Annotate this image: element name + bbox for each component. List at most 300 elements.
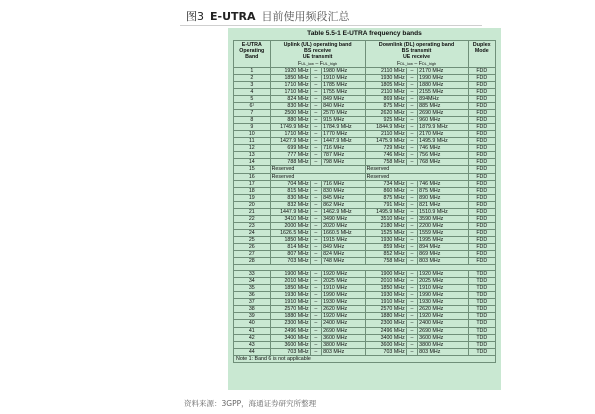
band-cell: 39 bbox=[234, 313, 271, 320]
table-row bbox=[234, 81, 496, 88]
band-cell: 8 bbox=[234, 117, 271, 124]
uplink-high-cell: 1660.5 MHz bbox=[322, 229, 366, 236]
duplex-mode-cell: FDD bbox=[468, 243, 495, 250]
downlink-high-cell: 821 MHz bbox=[418, 201, 468, 208]
downlink-low-cell: 860 MHz bbox=[365, 187, 406, 194]
uplink-low-cell: 703 MHz bbox=[270, 258, 310, 265]
table-row bbox=[234, 88, 496, 95]
downlink-high-cell: 1920 MHz bbox=[418, 313, 468, 320]
band-cell: 25 bbox=[234, 236, 271, 243]
duplex-mode-cell: TDD bbox=[468, 327, 495, 334]
uplink-high-cell: 849 MHz bbox=[322, 243, 366, 250]
downlink-high-cell: 2400 MHz bbox=[418, 320, 468, 327]
header-band-line: Band bbox=[245, 54, 259, 61]
uplink-dash-cell: – bbox=[310, 271, 321, 278]
header-downlink-line: BS transmit bbox=[401, 48, 432, 55]
duplex-mode-cell: FDD bbox=[468, 187, 495, 194]
uplink-dash-cell: – bbox=[310, 229, 321, 236]
duplex-mode-cell: FDD bbox=[468, 258, 495, 265]
downlink-low-cell: 3510 MHz bbox=[365, 215, 406, 222]
downlink-low-cell: 758 MHz bbox=[365, 159, 406, 166]
downlink-low-cell: 1495.9 MHz bbox=[365, 208, 406, 215]
downlink-f-high-sub: DL_high bbox=[421, 61, 437, 66]
band-cell: 13 bbox=[234, 152, 271, 159]
table-row bbox=[234, 74, 496, 81]
uplink-high-cell: 1920 MHz bbox=[322, 313, 366, 320]
downlink-dash-cell: – bbox=[406, 271, 417, 278]
downlink-low-cell: 1910 MHz bbox=[365, 299, 406, 306]
uplink-reserved-cell: Reserved bbox=[270, 166, 365, 173]
uplink-low-cell: 880 MHz bbox=[270, 117, 310, 124]
downlink-high-cell: 746 MHz bbox=[418, 180, 468, 187]
uplink-low-cell: 807 MHz bbox=[270, 251, 310, 258]
uplink-dash-cell: – bbox=[310, 124, 321, 131]
downlink-high-cell: 890 MHz bbox=[418, 194, 468, 201]
band-cell: 18 bbox=[234, 187, 271, 194]
table-row bbox=[234, 348, 496, 355]
uplink-low-cell: 2000 MHz bbox=[270, 222, 310, 229]
source-note: 资料来源：3GPP，海通证券研究所整理 bbox=[184, 399, 317, 408]
downlink-low-cell: 703 MHz bbox=[365, 348, 406, 355]
table-row bbox=[234, 208, 496, 215]
downlink-high-cell: 2025 MHz bbox=[418, 278, 468, 285]
downlink-f-high: – F bbox=[412, 60, 422, 67]
downlink-dash-cell: – bbox=[406, 194, 417, 201]
downlink-dash-cell: – bbox=[406, 110, 417, 117]
caption-divider bbox=[180, 25, 482, 26]
uplink-high-cell: 1784.9 MHz bbox=[322, 124, 366, 131]
downlink-low-cell: 875 MHz bbox=[365, 103, 406, 110]
uplink-dash-cell: – bbox=[310, 327, 321, 334]
header-uplink bbox=[270, 41, 365, 68]
table-row bbox=[234, 187, 496, 194]
downlink-low-cell: 1850 MHz bbox=[365, 285, 406, 292]
uplink-dash-cell: – bbox=[310, 306, 321, 313]
table-note: Note 1: Band 6 is not applicable bbox=[234, 355, 496, 362]
downlink-reserved-cell: Reserved bbox=[365, 166, 468, 173]
downlink-f-low: F bbox=[396, 60, 401, 67]
uplink-low-cell: 1710 MHz bbox=[270, 88, 310, 95]
table-row bbox=[234, 215, 496, 222]
band-cell: 26 bbox=[234, 243, 271, 250]
duplex-mode-cell: FDD bbox=[468, 159, 495, 166]
table-row bbox=[234, 306, 496, 313]
downlink-low-cell: 869 MHz bbox=[365, 96, 406, 103]
downlink-high-cell: 894MHz bbox=[418, 96, 468, 103]
uplink-dash-cell: – bbox=[310, 74, 321, 81]
downlink-dash-cell: – bbox=[406, 285, 417, 292]
uplink-reserved-cell: Reserved bbox=[270, 173, 365, 180]
uplink-dash-cell: – bbox=[310, 320, 321, 327]
uplink-low-cell: 2570 MHz bbox=[270, 306, 310, 313]
band-cell: 42 bbox=[234, 334, 271, 341]
uplink-high-cell: 862 MHz bbox=[322, 201, 366, 208]
uplink-dash-cell: – bbox=[310, 258, 321, 265]
table-row bbox=[234, 124, 496, 131]
downlink-low-cell: 734 MHz bbox=[365, 180, 406, 187]
downlink-dash-cell: – bbox=[406, 215, 417, 222]
uplink-low-cell: 1850 MHz bbox=[270, 236, 310, 243]
uplink-low-cell: 703 MHz bbox=[270, 348, 310, 355]
duplex-mode-cell: FDD bbox=[468, 229, 495, 236]
uplink-dash-cell: – bbox=[310, 88, 321, 95]
downlink-dash-cell: – bbox=[406, 145, 417, 152]
header-uplink-range bbox=[271, 61, 365, 67]
uplink-low-cell: 1850 MHz bbox=[270, 285, 310, 292]
uplink-dash-cell: – bbox=[310, 138, 321, 145]
downlink-high-cell: 746 MHz bbox=[418, 145, 468, 152]
downlink-low-cell: 2010 MHz bbox=[365, 278, 406, 285]
uplink-dash-cell: – bbox=[310, 251, 321, 258]
downlink-high-cell: 894 MHz bbox=[418, 243, 468, 250]
downlink-high-cell: 768 MHz bbox=[418, 159, 468, 166]
uplink-low-cell: 830 MHz bbox=[270, 194, 310, 201]
uplink-dash-cell: – bbox=[310, 103, 321, 110]
downlink-high-cell: 1930 MHz bbox=[418, 299, 468, 306]
band-cell: 28 bbox=[234, 258, 271, 265]
header-downlink-line: Downlink (DL) operating band bbox=[378, 42, 455, 48]
uplink-low-cell: 777 MHz bbox=[270, 152, 310, 159]
downlink-high-cell: 885 MHz bbox=[418, 103, 468, 110]
duplex-mode-cell: FDD bbox=[468, 194, 495, 201]
table-row bbox=[234, 292, 496, 299]
uplink-dash-cell: – bbox=[310, 292, 321, 299]
uplink-f-high: – F bbox=[313, 60, 324, 67]
uplink-low-cell: 1880 MHz bbox=[270, 313, 310, 320]
table-row bbox=[234, 145, 496, 152]
band-cell: 12 bbox=[234, 145, 271, 152]
band-cell: 14 bbox=[234, 159, 271, 166]
downlink-dash-cell: – bbox=[406, 96, 417, 103]
downlink-dash-cell: – bbox=[406, 334, 417, 341]
uplink-dash-cell: – bbox=[310, 145, 321, 152]
uplink-dash-cell: – bbox=[310, 159, 321, 166]
downlink-high-cell: 1559 MHz bbox=[418, 229, 468, 236]
downlink-dash-cell: – bbox=[406, 67, 417, 74]
uplink-low-cell: 699 MHz bbox=[270, 145, 310, 152]
uplink-low-cell: 1626.5 MHz bbox=[270, 229, 310, 236]
duplex-mode-cell: TDD bbox=[468, 292, 495, 299]
duplex-mode-cell: FDD bbox=[468, 74, 495, 81]
duplex-mode-cell: FDD bbox=[468, 208, 495, 215]
uplink-high-cell: 1910 MHz bbox=[322, 74, 366, 81]
downlink-high-cell: 803 MHz bbox=[418, 258, 468, 265]
uplink-dash-cell: – bbox=[310, 96, 321, 103]
band-cell: 15 bbox=[234, 166, 271, 173]
downlink-dash-cell: – bbox=[406, 180, 417, 187]
band-cell: 44 bbox=[234, 348, 271, 355]
band-cell: 33 bbox=[234, 271, 271, 278]
band-cell: 10 bbox=[234, 131, 271, 138]
uplink-high-cell: 1770 MHz bbox=[322, 131, 366, 138]
downlink-dash-cell: – bbox=[406, 117, 417, 124]
table-header-row bbox=[234, 41, 496, 68]
uplink-low-cell: 788 MHz bbox=[270, 159, 310, 166]
uplink-low-cell: 1850 MHz bbox=[270, 74, 310, 81]
band-cell: 17 bbox=[234, 180, 271, 187]
uplink-low-cell: 1710 MHz bbox=[270, 131, 310, 138]
downlink-dash-cell: – bbox=[406, 208, 417, 215]
downlink-low-cell: 758 MHz bbox=[365, 258, 406, 265]
duplex-mode-cell: TDD bbox=[468, 348, 495, 355]
band-cell: 21 bbox=[234, 208, 271, 215]
duplex-mode-cell: FDD bbox=[468, 96, 495, 103]
header-band-line: E-UTRA bbox=[241, 42, 262, 48]
uplink-dash-cell: – bbox=[310, 243, 321, 250]
uplink-dash-cell: – bbox=[310, 180, 321, 187]
table-row bbox=[234, 194, 496, 201]
uplink-dash-cell: – bbox=[310, 341, 321, 348]
duplex-mode-cell: FDD bbox=[468, 251, 495, 258]
uplink-high-cell: 3800 MHz bbox=[322, 341, 366, 348]
downlink-dash-cell: – bbox=[406, 124, 417, 131]
downlink-high-cell: 2170 MHz bbox=[418, 131, 468, 138]
downlink-low-cell: 1844.9 MHz bbox=[365, 124, 406, 131]
downlink-low-cell: 859 MHz bbox=[365, 243, 406, 250]
uplink-low-cell: 2300 MHz bbox=[270, 320, 310, 327]
table-row bbox=[234, 320, 496, 327]
downlink-dash-cell: – bbox=[406, 278, 417, 285]
uplink-high-cell: 1785 MHz bbox=[322, 81, 366, 88]
uplink-high-cell: 748 MHz bbox=[322, 258, 366, 265]
downlink-high-cell: 1879.9 MHz bbox=[418, 124, 468, 131]
uplink-high-cell: 1990 MHz bbox=[322, 292, 366, 299]
uplink-low-cell: 3600 MHz bbox=[270, 341, 310, 348]
duplex-mode-cell: FDD bbox=[468, 138, 495, 145]
downlink-low-cell: 1525 MHz bbox=[365, 229, 406, 236]
table-row bbox=[234, 285, 496, 292]
uplink-high-cell: 716 MHz bbox=[322, 145, 366, 152]
uplink-low-cell: 2010 MHz bbox=[270, 278, 310, 285]
downlink-dash-cell: – bbox=[406, 243, 417, 250]
band-cell: 20 bbox=[234, 201, 271, 208]
downlink-high-cell: 875 MHz bbox=[418, 187, 468, 194]
uplink-low-cell: 1749.9 MHz bbox=[270, 124, 310, 131]
uplink-dash-cell: – bbox=[310, 201, 321, 208]
uplink-dash-cell: – bbox=[310, 222, 321, 229]
uplink-dash-cell: – bbox=[310, 215, 321, 222]
downlink-low-cell: 2110 MHz bbox=[365, 67, 406, 74]
header-band bbox=[234, 41, 271, 68]
table-row bbox=[234, 327, 496, 334]
downlink-high-cell: 3800 MHz bbox=[418, 341, 468, 348]
downlink-dash-cell: – bbox=[406, 251, 417, 258]
duplex-mode-cell: FDD bbox=[468, 222, 495, 229]
uplink-low-cell: 3410 MHz bbox=[270, 215, 310, 222]
band-cell: 41 bbox=[234, 327, 271, 334]
uplink-dash-cell: – bbox=[310, 67, 321, 74]
band-cell: 11 bbox=[234, 138, 271, 145]
uplink-f-high-sub: UL_high bbox=[323, 61, 338, 66]
duplex-mode-cell: FDD bbox=[468, 124, 495, 131]
duplex-mode-cell: FDD bbox=[468, 110, 495, 117]
duplex-mode-cell: FDD bbox=[468, 103, 495, 110]
downlink-low-cell: 875 MHz bbox=[365, 194, 406, 201]
table-row bbox=[234, 229, 496, 236]
downlink-dash-cell: – bbox=[406, 341, 417, 348]
duplex-mode-cell: FDD bbox=[468, 180, 495, 187]
duplex-mode-cell: FDD bbox=[468, 145, 495, 152]
downlink-low-cell: 729 MHz bbox=[365, 145, 406, 152]
uplink-dash-cell: – bbox=[310, 313, 321, 320]
duplex-mode-cell: FDD bbox=[468, 131, 495, 138]
uplink-low-cell: 832 MHz bbox=[270, 201, 310, 208]
table-row bbox=[234, 243, 496, 250]
band-cell: 1 bbox=[234, 67, 271, 74]
uplink-high-cell: 2690 MHz bbox=[322, 327, 366, 334]
uplink-dash-cell: – bbox=[310, 285, 321, 292]
uplink-low-cell: 3400 MHz bbox=[270, 334, 310, 341]
duplex-mode-cell: FDD bbox=[468, 215, 495, 222]
duplex-mode-cell: FDD bbox=[468, 166, 495, 173]
table-row bbox=[234, 67, 496, 74]
uplink-dash-cell: – bbox=[310, 152, 321, 159]
header-downlink-line: UE receive bbox=[402, 54, 431, 61]
uplink-high-cell: 2025 MHz bbox=[322, 278, 366, 285]
band-cell: 7 bbox=[234, 110, 271, 117]
downlink-low-cell: 791 MHz bbox=[365, 201, 406, 208]
uplink-dash-cell: – bbox=[310, 81, 321, 88]
downlink-high-cell: 1510.9 MHz bbox=[418, 208, 468, 215]
table-row bbox=[234, 173, 496, 180]
table-row bbox=[234, 103, 496, 110]
downlink-low-cell: 1930 MHz bbox=[365, 74, 406, 81]
band-cell: 43 bbox=[234, 341, 271, 348]
duplex-mode-cell: FDD bbox=[468, 88, 495, 95]
downlink-low-cell: 2110 MHz bbox=[365, 88, 406, 95]
uplink-high-cell: 1755 MHz bbox=[322, 88, 366, 95]
downlink-high-cell: 1990 MHz bbox=[418, 292, 468, 299]
header-uplink-line: Uplink (UL) operating band bbox=[283, 42, 352, 48]
downlink-high-cell: 3590 MHz bbox=[418, 215, 468, 222]
figure-caption bbox=[186, 8, 350, 24]
uplink-high-cell: 849 MHz bbox=[322, 96, 366, 103]
uplink-dash-cell: – bbox=[310, 208, 321, 215]
uplink-high-cell: 2400 MHz bbox=[322, 320, 366, 327]
header-band-line: Operating bbox=[239, 48, 265, 55]
figure-title-en: E-UTRA bbox=[210, 10, 256, 23]
downlink-low-cell: 2620 MHz bbox=[365, 110, 406, 117]
band-cell: 27 bbox=[234, 251, 271, 258]
table-row bbox=[234, 138, 496, 145]
uplink-low-cell: 1427.9 MHz bbox=[270, 138, 310, 145]
downlink-low-cell: 3400 MHz bbox=[365, 334, 406, 341]
downlink-f-low-sub: DL_low bbox=[400, 61, 413, 66]
downlink-dash-cell: – bbox=[406, 74, 417, 81]
downlink-dash-cell: – bbox=[406, 88, 417, 95]
band-cell: 23 bbox=[234, 222, 271, 229]
table-row bbox=[234, 278, 496, 285]
table-title: Table 5.5-1 E-UTRA frequency bands bbox=[307, 30, 422, 37]
downlink-high-cell: 1495.9 MHz bbox=[418, 138, 468, 145]
table-row bbox=[234, 258, 496, 265]
downlink-low-cell: 746 MHz bbox=[365, 152, 406, 159]
duplex-mode-cell: FDD bbox=[468, 173, 495, 180]
downlink-low-cell: 1880 MHz bbox=[365, 313, 406, 320]
duplex-mode-cell: TDD bbox=[468, 341, 495, 348]
downlink-high-cell: 2690 MHz bbox=[418, 327, 468, 334]
downlink-dash-cell: – bbox=[406, 152, 417, 159]
downlink-dash-cell: – bbox=[406, 292, 417, 299]
band-cell: 9 bbox=[234, 124, 271, 131]
table-row bbox=[234, 222, 496, 229]
downlink-high-cell: 1995 MHz bbox=[418, 236, 468, 243]
downlink-high-cell: 1880 MHz bbox=[418, 81, 468, 88]
duplex-mode-cell: TDD bbox=[468, 320, 495, 327]
table-row bbox=[234, 334, 496, 341]
duplex-mode-cell: FDD bbox=[468, 117, 495, 124]
downlink-high-cell: 869 MHz bbox=[418, 251, 468, 258]
downlink-low-cell: 2570 MHz bbox=[365, 306, 406, 313]
band-cell: 37 bbox=[234, 299, 271, 306]
uplink-high-cell: 1462.9 MHz bbox=[322, 208, 366, 215]
downlink-high-cell: 960 MHz bbox=[418, 117, 468, 124]
table-row bbox=[234, 110, 496, 117]
downlink-high-cell: 2170 MHz bbox=[418, 67, 468, 74]
downlink-low-cell: 3600 MHz bbox=[365, 341, 406, 348]
downlink-dash-cell: – bbox=[406, 222, 417, 229]
uplink-low-cell: 824 MHz bbox=[270, 96, 310, 103]
uplink-high-cell: 3490 MHz bbox=[322, 215, 366, 222]
downlink-dash-cell: – bbox=[406, 187, 417, 194]
uplink-low-cell: 1920 MHz bbox=[270, 67, 310, 74]
table-row bbox=[234, 201, 496, 208]
band-cell: 38 bbox=[234, 306, 271, 313]
downlink-high-cell: 1920 MHz bbox=[418, 271, 468, 278]
uplink-dash-cell: – bbox=[310, 117, 321, 124]
duplex-mode-cell: FDD bbox=[468, 67, 495, 74]
downlink-high-cell: 756 MHz bbox=[418, 152, 468, 159]
downlink-dash-cell: – bbox=[406, 201, 417, 208]
duplex-mode-cell: TDD bbox=[468, 313, 495, 320]
uplink-low-cell: 814 MHz bbox=[270, 243, 310, 250]
header-downlink-range bbox=[366, 61, 468, 67]
duplex-mode-cell: TDD bbox=[468, 271, 495, 278]
uplink-high-cell: 830 MHz bbox=[322, 187, 366, 194]
band-cell: 22 bbox=[234, 215, 271, 222]
downlink-high-cell: 2690 MHz bbox=[418, 110, 468, 117]
uplink-f-low-sub: UL_low bbox=[301, 61, 314, 66]
downlink-dash-cell: – bbox=[406, 103, 417, 110]
downlink-dash-cell: – bbox=[406, 299, 417, 306]
header-uplink-line: UE transmit bbox=[302, 54, 333, 61]
duplex-mode-cell: FDD bbox=[468, 81, 495, 88]
downlink-dash-cell: – bbox=[406, 327, 417, 334]
band-cell: 3 bbox=[234, 81, 271, 88]
uplink-high-cell: 1910 MHz bbox=[322, 285, 366, 292]
uplink-low-cell: 1910 MHz bbox=[270, 299, 310, 306]
downlink-low-cell: 2496 MHz bbox=[365, 327, 406, 334]
table-row bbox=[234, 159, 496, 166]
band-cell: 34 bbox=[234, 278, 271, 285]
downlink-dash-cell: – bbox=[406, 81, 417, 88]
downlink-high-cell: 1990 MHz bbox=[418, 74, 468, 81]
downlink-low-cell: 2180 MHz bbox=[365, 222, 406, 229]
downlink-low-cell: 1930 MHz bbox=[365, 236, 406, 243]
uplink-low-cell: 1900 MHz bbox=[270, 271, 310, 278]
uplink-low-cell: 1710 MHz bbox=[270, 81, 310, 88]
downlink-low-cell: 1930 MHz bbox=[365, 292, 406, 299]
table-row bbox=[234, 166, 496, 173]
uplink-dash-cell: – bbox=[310, 334, 321, 341]
uplink-high-cell: 2570 MHz bbox=[322, 110, 366, 117]
uplink-high-cell: 824 MHz bbox=[322, 251, 366, 258]
uplink-low-cell: 704 MHz bbox=[270, 180, 310, 187]
uplink-f-low: F bbox=[297, 60, 302, 67]
uplink-high-cell: 1930 MHz bbox=[322, 299, 366, 306]
uplink-low-cell: 1447.9 MHz bbox=[270, 208, 310, 215]
uplink-high-cell: 1920 MHz bbox=[322, 271, 366, 278]
